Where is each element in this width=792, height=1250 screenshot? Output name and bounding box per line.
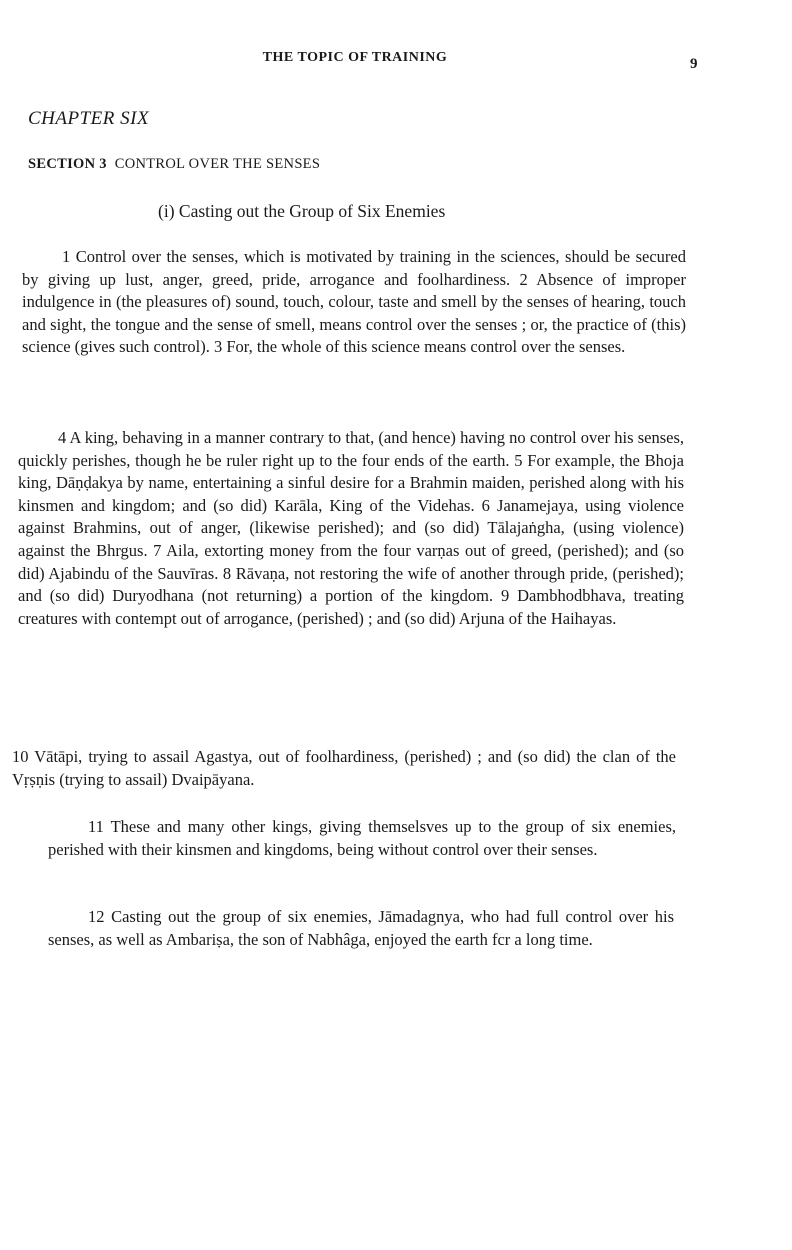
page-number: 9 [690,56,698,72]
subsection-title: (i) Casting out the Group of Six Enemies [158,201,446,221]
paragraph-1: 1 Control over the senses, which is motivated by training in the sciences, should be secured by giving up lust, anger, greed, pride, arrogance and foolhardiness. 2 Absence of improper indulgence in (the pleasures of) sound, touch, colour, taste and smell by the senses of hearing, touch and sight, the tongue and the sense of smell, means control over the senses ; or, the practice of (this) science (gives such control). 3 For, the whole of this science means control over the senses. [22,247,686,357]
paragraph-2: 4 A king, behaving in a manner contrary to that, (and hence) having no control over his senses, quickly perishes, though he be ruler right up to the four ends of the earth. 5 For example, the Bhoja king, Dāṇḍakya by name, entertaining a sinful desire for a Brahmin maiden, perished along with his kinsmen and kingdom; and (so did) Karāla, King of the Videhas. 6 Janamejaya, using violence against Brahmins, out of anger, (likewise perished); and (so did) Tālajaṅgha, (using violence) against the Bhrgus. 7 Aila, extorting money from the four varṇas out of greed, (perished); and (so did) Ajabindu of the Sauvīras. 8 Rāvaṇa, not restoring the wife of another through pride, (perished); and (so did) Duryodhana (not returning) a portion of the kingdom. 9 Dambhodbhava, treating creatures with contempt out of arrogance, (perished) ; and (so did) Arjuna of the Haihayas. [18,428,684,628]
paragraph-5: 12 Casting out the group of six enemies, Jāmadagnya, who had full control over his senses, as well as Ambariṣa, the son of Nabhâga, enjoyed the earth fcr a long time. [48,907,674,949]
paragraph-4: 11 These and many other kings, giving themselsves up to the group of six enemies, perished with their kinsmen and kingdoms, being without control over their senses. [48,817,676,859]
section-title: CONTROL OVER THE SENSES [114,156,321,172]
chapter-title: CHAPTER SIX [28,108,150,129]
paragraph-3: 10 Vātāpi, trying to assail Agastya, out of foolhardiness, (perished) ; and (so did) the clan of the Vṛṣṇis (trying to assail) Dvaipāyana. [12,747,676,789]
running-head: THE TOPIC OF TRAINING [262,50,448,65]
section-heading [28,156,320,173]
section-number: SECTION 3 [28,156,107,172]
